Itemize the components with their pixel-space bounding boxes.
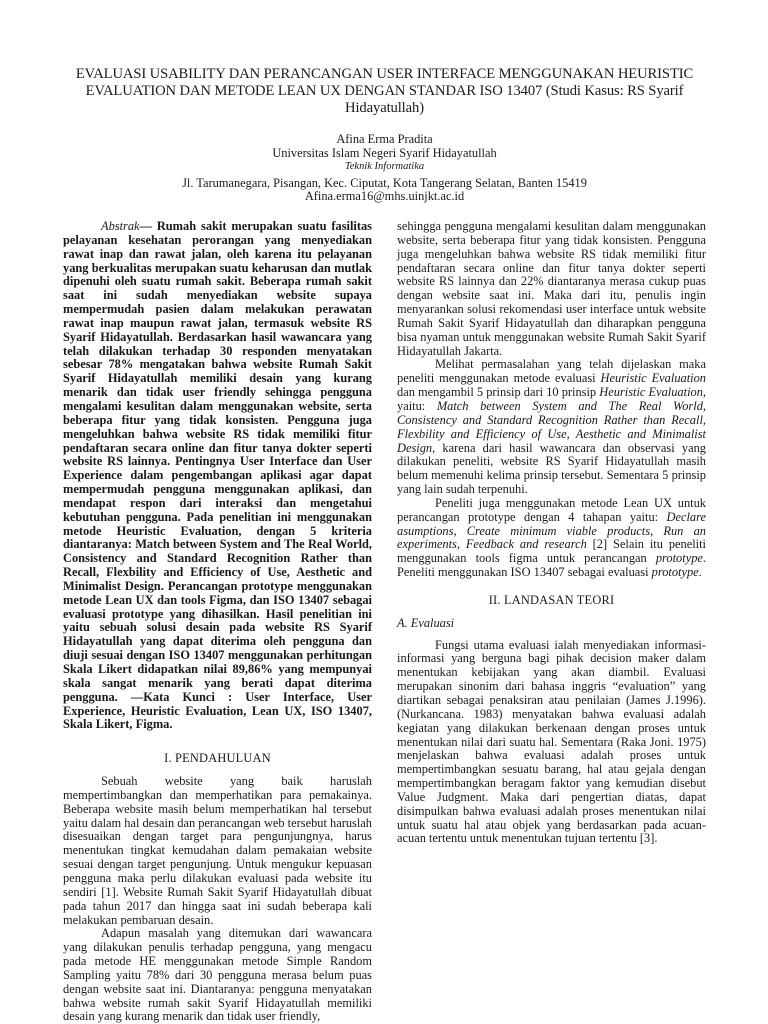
right-column bbox=[397, 220, 706, 1024]
intro-paragraph-1: Sebuah website yang baik haruslah mempertimbangkan dan memperhatikan para pemakainya. Beberapa website masih belum memperhatikan hal tersebut yaitu dalam hal desain dan perancangan web tersebut haruslah disesuaikan dengan target para pengunjungnya, harus menentukan tingkat kemudahan dalam pemakaian website sesuai dengan target pengunjung. Untuk mengukur kepuasan pengguna maka perlu dilakukan evaluasi pada website itu sendiri [1]. Website Rumah Sakit Syarif Hidayatullah dibuat pada tahun 2017 dan hingga saat ini sudah beberapa kali melakukan pembaruan desain. bbox=[63, 774, 372, 927]
text-run: Melihat permasalahan yang telah dijelaskan maka peneliti menggunakan metode evaluasi bbox=[397, 357, 706, 386]
italic-run: Heuristic Evaluation bbox=[600, 371, 706, 386]
text-run: . Peneliti menggunakan ISO 13407 sebagai evaluasi bbox=[397, 551, 706, 580]
two-column-body bbox=[63, 220, 706, 1024]
section-heading-pendahuluan: I. PENDAHULUAN bbox=[164, 751, 271, 766]
abstract-paragraph bbox=[63, 220, 372, 732]
subsection-heading-evaluasi: A. Evaluasi bbox=[397, 615, 455, 630]
intro-paragraph-2-continued: sehingga pengguna mengalami kesulitan dalam menggunakan website, serta beberapa fitur yang tidak konsisten. Pengguna juga mengeluhkan bahwa website RS tidak memiliki fitur pendaftaran secara online dan fitur tanya dokter seperti website RS lainnya dan 22% diantaranya merasa cukup puas dengan website saat ini. Maka dari itu, penulis ingin menyarankan solusi rekomendasi user interface untuk website Rumah Sakit Syarif Hidayatullah dan diharapkan pengguna bisa nyaman untuk menggunakan website Rumah Sakit Syarif Hidayatullah Jakarta. bbox=[397, 219, 706, 358]
intro-paragraph-2: Adapun masalah yang ditemukan dari wawancara yang dilakukan penulis terhadap pengguna, yang mengacu pada metode HE menggunakan metode Simple Random Sampling yaitu 78% dari 30 pengguna merasa belum puas dengan website saat ini. Diantaranya: pengguna menyatakan bahwa website rumah sakit Syarif Hidayatullah memiliki desain yang kurang menarik dan tidak user friendly, bbox=[63, 926, 372, 1024]
intro-paragraph-3 bbox=[397, 358, 706, 496]
italic-run: Match between System and The Real World, Consistency and Standard Recognition Rather than Recall, Flexbility and Efficiency of Use, Aesthetic and Minimalist Design, bbox=[397, 398, 706, 455]
abstract-text: Rumah sakit merupakan suatu fasilitas pelayanan kesehatan perorangan yang menyediakan rawat inap dan rawat jalan, oleh karena itu pelayanan yang berkualitas merupakan suatu keharusan dan mutlak dipenuhi oleh suatu rumah sakit. Beberapa rumah sakit saat ini sudah menyediakan website supaya mempermudah pasien dalam melakukan perawatan rawat inap maupun rawat jalan, termasuk website RS Syarif Hidayatullah. Berdasarkan hasil wawancara yang telah dilakukan terhadap 30 responden menyatakan sebesar 78% mengatakan bahwa website Rumah Sakit Syarif Hidayatullah memiliki desain yang kurang menarik dan tidak user friendly sehingga pengguna mengalami kesulitan dalam menggunakan website, serta beberapa fitur yang tidak konsisten. Pengguna juga mengeluhkan bahwa website RS tidak memiliki fitur pendaftaran secara online dan fitur tanya dokter seperti website RS lainnya. Pentingnya User Interface dan User Experience dalam pengembangan aplikasi agar dapat mempermudah pengguna menggunakan aplikasi, dan mendapat respon dari interaksi dan mengetahui kebutuhan pengguna. Pada penelitian ini menggunakan metode Heuristic Evaluation, dengan 5 kriteria diantaranya: Match between System and The Real World, Consistency and Standard Recognition Rather than Recall, Flexbility and Efficiency of Use, Aesthetic and Minimalist Design. Perancangan prototype menggunakan metode Lean UX dan tools Figma, dan ISO 13407 sebagai evaluasi prototype yang dihasilkan. Hasil penelitian ini yaitu sebuah solusi desain pada website RS Syarif Hidayatullah yang dapat diterima oleh pengguna dan diuji sesuai dengan ISO 13407 menggunakan perhitungan Skala Likert didapatkan nilai 89,86% yang mempunyai skala sangat menarik yang berati dapat diterima pengguna. —Kata Kunci : User Interface, User Experience, Heuristic Evaluation, Lean UX, ISO 13407, Skala Likert, Figma. bbox=[63, 219, 372, 732]
left-column bbox=[63, 220, 372, 1024]
italic-run: Declare asumptions, Create minimum viable products, Run an experiments, Feedback and research bbox=[397, 509, 706, 552]
text-run: [2] Selain itu peneliti menggunakan tools figma untuk perancangan bbox=[397, 537, 706, 566]
paper-title: EVALUASI USABILITY DAN PERANCANGAN USER INTERFACE MENGGUNAKAN HEURISTIC EVALUATION DAN METODE LEAN UX DENGAN STANDAR ISO 13407 (Studi Kasus: RS Syarif Hidayatullah) bbox=[75, 66, 694, 116]
text-run: dan mengambil 5 prinsip dari 10 prinsip bbox=[397, 385, 600, 400]
italic-run: Heuristic Evaluation, bbox=[599, 385, 707, 400]
intro-paragraph-4 bbox=[397, 497, 706, 580]
abstract-label: Abstrak bbox=[101, 219, 140, 233]
author-address: Jl. Tarumanegara, Pisangan, Kec. Ciputat, Kota Tangerang Selatan, Banten 15419 bbox=[182, 175, 587, 190]
text-run: . bbox=[698, 565, 702, 580]
author-email: Afina.erma16@mhs.uinjkt.ac.id bbox=[304, 189, 465, 204]
author-affiliation: Universitas Islam Negeri Syarif Hidayatullah bbox=[272, 145, 497, 160]
italic-run: prototype bbox=[655, 551, 703, 566]
author-name: Afina Erma Pradita bbox=[336, 132, 433, 147]
text-run: yaitu: bbox=[397, 398, 437, 413]
text-run: Peneliti juga menggunakan metode Lean UX untuk perancangan prototype dengan 4 tahapan yaitu: bbox=[397, 495, 706, 524]
abstract-dash: — bbox=[139, 219, 157, 233]
section-heading-landasan-teori: II. LANDASAN TEORI bbox=[488, 592, 615, 607]
author-department: Teknik Informatika bbox=[344, 160, 425, 172]
evaluasi-paragraph: Fungsi utama evaluasi ialah menyediakan informasi-informasi yang berguna bagi pihak decision maker dalam menentukan kebijakan yang akan diambil. Evaluasi merupakan sinonim dari bahasa inggris “evaluation” yang diartikan sebagai penaksiran atau penilaian (James J.1996). (Nurkancana. 1983) menyatakan bahwa evaluasi adalah kegiatan yang dilakukan berkenaan dengan proses untuk menentukan nilai dari suatu hal. Sementara (Raka Joni. 1975) menjelaskan bahwa evaluasi adalah proses untuk mempertimbangkan sesuatu barang, hal atau gejala dengan mempertimbangkan beragam faktor yang kemudian disebut Value Judgment. Maka dari pengertian diatas, dapat disimpulkan bahwa evaluasi adalah proses menentukan nilai untuk suatu hal atau objek yang berdasarkan pada acuan-acuan tertentu untuk menentukan tujuan tertentu [3]. bbox=[397, 637, 706, 846]
author-block bbox=[63, 133, 706, 203]
italic-run: prototype bbox=[651, 565, 699, 580]
text-run: karena dari hasil wawancara dan observasi yang dilakukan peneliti, website RS Syarif Hidayatullah masih belum memenuhi kelima prinsip tersebut. Sementara 5 prinsip yang lain sudah terpenuhi. bbox=[397, 440, 706, 497]
